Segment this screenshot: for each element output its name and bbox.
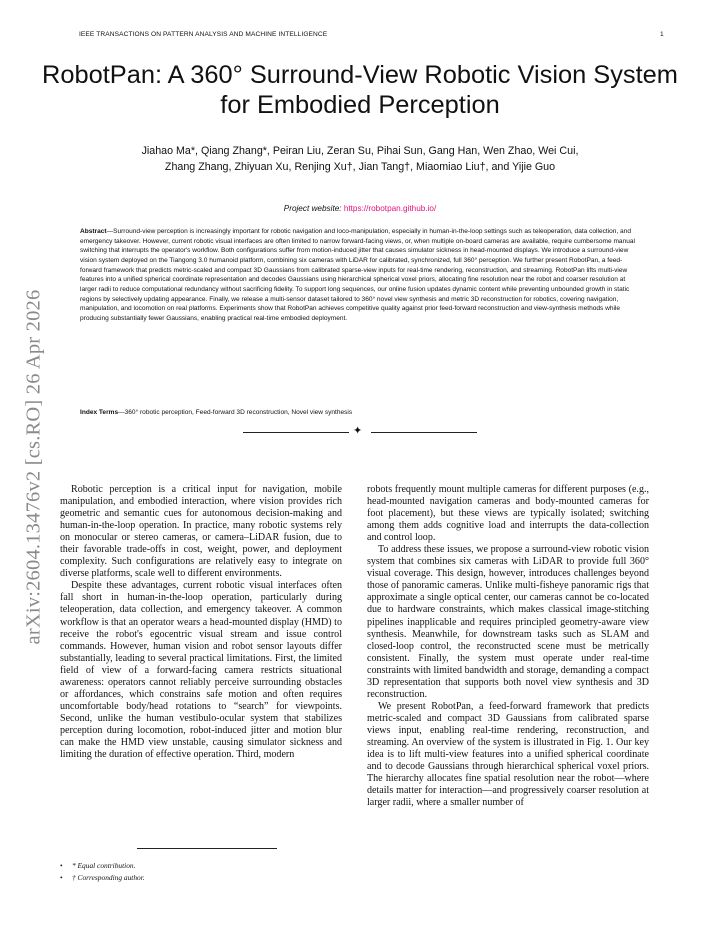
separator-diamond-icon: ✦	[353, 425, 363, 437]
project-website-label: Project website:	[283, 204, 342, 213]
arxiv-identifier	[20, 262, 48, 672]
author-line: Zhang Zhang, Zhiyuan Xu, Renjing Xu†, Jian Tang†, Miaomiao Liu†, and Yijie Guo	[164, 161, 556, 173]
author-list	[60, 143, 660, 175]
section-separator	[243, 426, 477, 438]
index-terms	[80, 408, 640, 418]
project-website-link[interactable]: https://robotpan.github.io/	[343, 204, 437, 213]
separator-line	[243, 432, 349, 433]
separator-line	[371, 432, 477, 433]
abstract	[80, 227, 640, 324]
paragraph: To address these issues, we propose a surround-view robotic vision system that combines six cameras with LiDAR to provide full 360° visual coverage. This design, however, introduces challenges beyond those of panoramic cameras. Unlike multi-fisheye panoramic rigs that approximate a single optical center, our cameras cannot be co-located due to hardware constraints, which makes classical image-stitching pipelines inapplicable and requires principled geometry-aware view synthesis. Meanwhile, for downstream tasks such as SLAM and closed-loop control, the reconstructed scene must be metrically consistent. Finally, the system must operate under real-time constraints with limited bandwidth and storage, demanding a compact 3D representation that supports both novel view synthesis and 3D reconstruction.	[367, 544, 649, 700]
abstract-label: Abstract	[80, 228, 107, 235]
paragraph: We present RobotPan, a feed-forward framework that predicts metric-scaled and compact 3D Gaussians from calibrated sparse views input, enabling real-time rendering, reconstruction, and streaming. An overview of the system is illustrated in Fig. 1. Our key idea is to lift multi-view features into a unified spherical coordinate and to decode Gaussians through hierarchical spherical voxel priors. The hierarchy allocates fine spatial resolution near the robot—where details matter for interaction—and progressively coarser resolution at larger radii, where a smaller number of	[367, 700, 649, 809]
footnotes	[60, 860, 145, 884]
body-column-left	[60, 484, 342, 761]
running-head: IEEE TRANSACTIONS ON PATTERN ANALYSIS AND MACHINE INTELLIGENCE	[79, 31, 328, 38]
abstract-text: —Surround-view perception is increasingly important for robotic navigation and loco-manipulation, especially in human-in-the-loop settings such as teleoperation, data collection, and emergency takeover. However, current robotic visual interfaces are often limited to narrow forward-facing views, or, when multiple on-board cameras are available, require cumbersome manual switching that interrupts the operator's workflow. Both configurations suffer from motion-induced jitter that causes simulator sickness in head-mounted displays. We introduce a surround-view vision system deployed on the Tiangong 3.0 humanoid platform, combining six cameras with LiDAR for calibrated, synchronized, full 360° perception. We further present RobotPan, a feed-forward framework that predicts metric-scaled and compact 3D Gaussians from calibrated sparse-view inputs for real-time rendering, reconstruction, and streaming. RobotPan lifts multi-view features into a unified spherical coordinate representation and decodes Gaussians using hierarchical spherical voxel priors, allocating fine resolution near the robot and coarser resolution at larger radii to reduce computational redundancy without sacrificing fidelity. To support long sequences, our online fusion updates dynamic content while preventing unbounded growth in static regions by selectively updating appearance. Finally, we release a multi-sensor dataset tailored to 360° novel view synthesis and metric 3D reconstruction for robotics, covering navigation, manipulation, and locomotion on real platforms. Experiments show that RobotPan achieves competitive quality against prior feed-forward reconstruction and view-synthesis methods while producing substantially fewer Gaussians, enabling practical real-time embodied deployment.	[80, 228, 635, 322]
index-terms-label: Index Terms	[80, 409, 119, 416]
body-column-right	[367, 484, 649, 809]
footnote-equal-contribution: • * Equal contribution.	[60, 860, 145, 872]
arxiv-identifier-text: arXiv:2604.13476v2 [cs.RO] 26 Apr 2026	[22, 289, 45, 645]
page-number: 1	[660, 31, 664, 38]
footnote-rule	[137, 848, 277, 849]
author-line: Jiahao Ma*, Qiang Zhang*, Peiran Liu, Zeran Su, Pihai Sun, Gang Han, Wen Zhao, Wei Cui,	[141, 145, 579, 157]
paragraph: Despite these advantages, current robotic visual interfaces often fall short in human-in-the-loop operation, particularly during teleoperation, data collection, and emergency takeover. A common workflow is that an operator wears a head-mounted display (HMD) to receive the robot's egocentric visual stream and issue control commands. However, human vision and robot sensor layouts differ substantially, leading to several practical limitations. First, the limited field of view of a forward-facing camera restricts situational awareness: operators cannot reliably perceive surrounding obstacles or affordances, which constrains safe motion and often requires uncomfortable body/head rotations to “search” for viewpoints. Second, unlike the human vestibulo-ocular system that stabilizes perception during locomotion, robot-induced jitter and motion blur can make the HMD view unstable, causing simulator sickness and limiting the duration of effective operation. Third, modern	[60, 580, 342, 761]
paragraph: robots frequently mount multiple cameras for different purposes (e.g., head-mounted navigation cameras and body-mounted cameras for foot placement), but these views are typically isolated; switching among them adds cognitive load and interrupts the data-collection and control loop.	[367, 484, 649, 544]
paper-title: RobotPan: A 360° Surround-View Robotic Vision System for Embodied Perception	[42, 61, 678, 119]
project-website	[80, 204, 640, 213]
paragraph: Robotic perception is a critical input for navigation, mobile manipulation, and embodied interaction, where vision provides rich geometric and semantic cues for autonomous decision-making and human-in-the-loop operation. In practice, many robotic systems rely on monocular or stereo cameras, or camera–LiDAR fusion, due to their favorable trade-offs in cost, weight, power, and deployment complexity. Such configurations are relatively easy to integrate on diverse platforms, scale well to different environments.	[60, 484, 342, 580]
index-terms-text: —360° robotic perception, Feed-forward 3D reconstruction, Novel view synthesis	[118, 409, 353, 416]
footnote-corresponding-author: • † Corresponding author.	[60, 872, 145, 884]
